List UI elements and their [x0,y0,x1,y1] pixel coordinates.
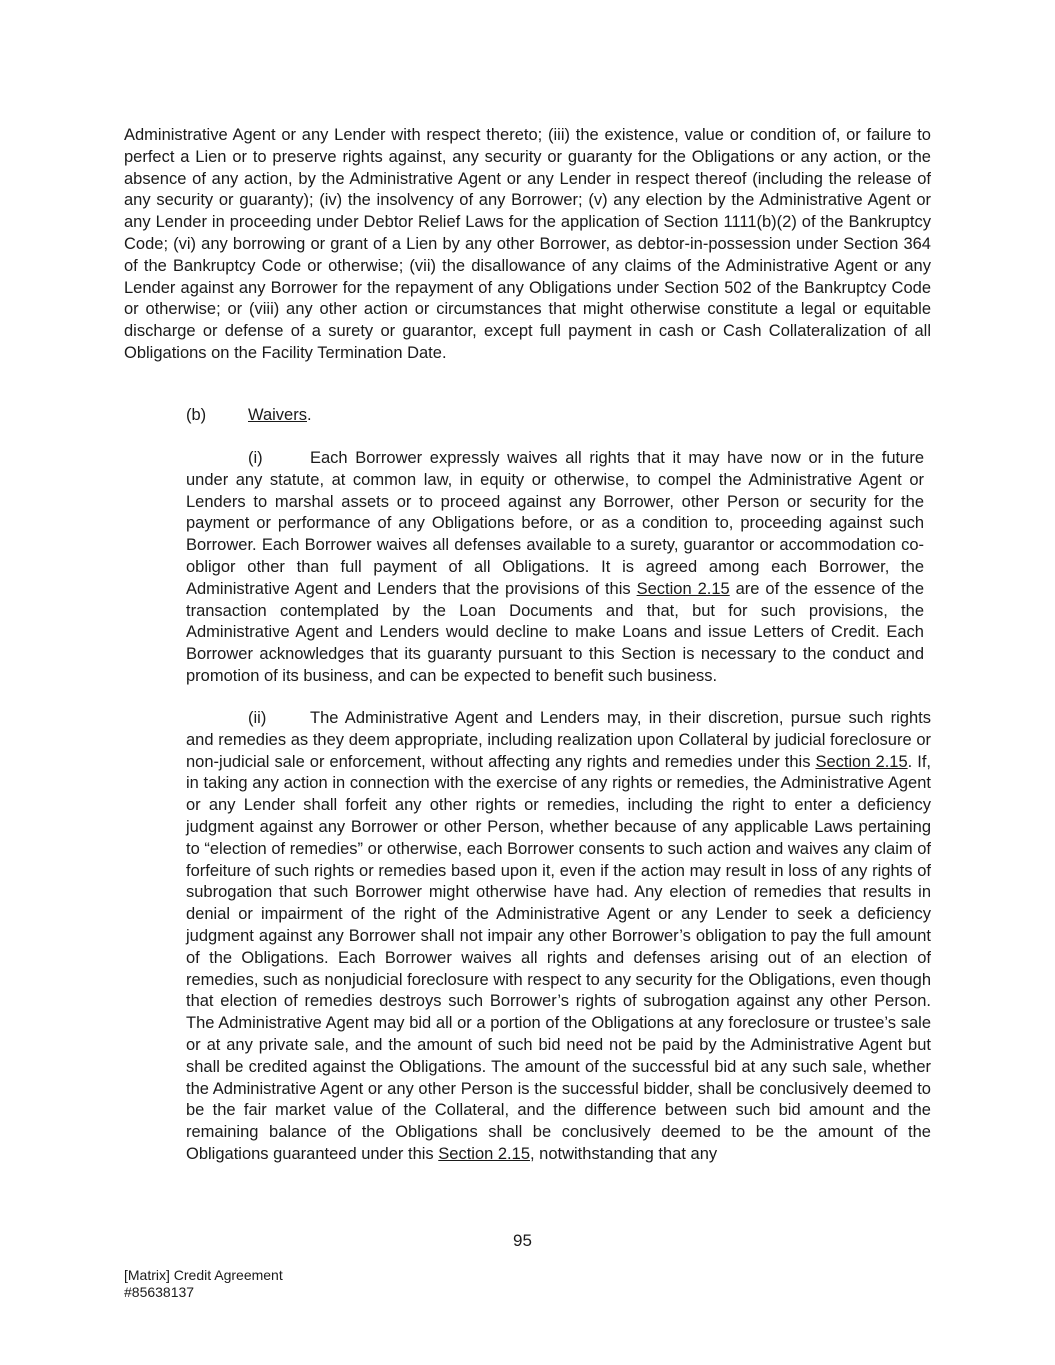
section-b-label: (b) [186,406,207,424]
subsection-ii-text-3: , notwithstanding that any [530,1144,718,1163]
section-2-15-link[interactable]: Section 2.15 [438,1144,530,1163]
footer-document-title: [Matrix] Credit Agreement [124,1267,283,1283]
subsection-ii-text-1: The Administrative Agent and Lenders may, in their discretion, pursue such rights and remedies as they deem appropriate, including realization upon Collateral by judicial foreclosure or non-judicial sale or enforcement, without affecting any rights and remedies under this [186,709,931,771]
subsection-i-text-2: are of the essence of the transaction contemplated by the Loan Documents and that, but for such provisions, the Administrative Agent and Lenders would decline to make Loans and issue Letters of Credit. Each Borrower acknowledges that its guaranty pursuant to this Section is necessary to the conduct and promotion of its business, and can be expected to benefit such business. [186,579,925,685]
section-2-15-link[interactable]: Section 2.15 [815,752,908,771]
subsection-ii [186,708,931,1166]
section-2-15-link[interactable]: Section 2.15 [636,579,730,598]
section-b-title-suffix: . [306,406,312,424]
subsection-i-text-1: Each Borrower expressly waives all rights that it may have now or in the future under any statute, at common law, in equity or otherwise, to compel the Administrative Agent or Lenders to marshal assets or to proceed against any Borrower, other Person or security for the payment or performance of any Obligations before, or as a condition to, proceeding against such Borrower. Each Borrower waives all defenses available to a surety, guarantor or accommodation co-obligor other than full payment of all Obligations. It is agreed among each Borrower, the Administrative Agent and Lenders that the provisions of this [186,449,924,598]
subsection-i-label: (i) [248,449,263,467]
section-b-title: Waivers [248,406,307,424]
page-number: 95 [513,1231,532,1250]
subsection-i [186,448,924,688]
footer-document-id: #85638137 [124,1284,195,1300]
subsection-ii-label: (ii) [248,709,267,727]
footer [124,1267,283,1301]
section-b-heading [186,405,586,427]
subsection-ii-text-2: . If, in taking any action in connection with the exercise of any rights or remedies, the Administrative Agent or any Lender shall forfeit any other rights or remedies, including the right to enter a deficiency judgment against any Borrower or other Person, whether because of any applicable Laws pertaining to “election of remedies” or otherwise, each Borrower consents to such action and waives any claim of forfeiture of such rights or remedies based upon it, even if the action may result in loss of any rights of subrogation that such Borrower might otherwise have had. Any election of remedies that results in denial or impairment of the right of the Administrative Agent or any Lender to seek a deficiency judgment against any Borrower shall not impair any other Borrower’s obligation to pay the full amount of the Obligations. Each Borrower waives all rights and defenses arising out of an election of remedies, such as nonjudicial foreclosure with respect to any security for the Obligations, even though that election of remedies destroys such Borrower’s rights of subrogation against any other Person. The Administrative Agent may bid all or a portion of the Obligations at any foreclosure or trustee’s sale or at any private sale, and the amount of such bid need not be paid by the Administrative Agent but shall be credited against the Obligations. The amount of the successful bid at any such sale, whether the Administrative Agent or any other Person is the successful bidder, shall be conclusively deemed to be the fair market value of the Collateral, and the difference between such bid amount and the remaining balance of the Obligations shall be conclusively deemed to be the amount of the Obligations guaranteed under this [186,752,932,1163]
paragraph-continuation: Administrative Agent or any Lender with respect thereto; (iii) the existence, value or condition of, or failure to perfect a Lien or to preserve rights against, any security or guaranty for the Obligations or any action, or the absence of any action, by the Administrative Agent or any Lender in respect thereof (including the release of any security or guaranty); (iv) the insolvency of any Borrower; (v) any election by the Administrative Agent or any Lender in proceeding under Debtor Relief Laws for the application of Section 1111(b)(2) of the Bankruptcy Code; (vi) any borrowing or grant of a Lien by any other Borrower, as debtor-in-possession under Section 364 of the Bankruptcy Code or otherwise; (vii) the disallowance of any claims of the Administrative Agent or any Lender against any Borrower for the repayment of any Obligations under Section 502 of the Bankruptcy Code or otherwise; or (viii) any other action or circumstances that might otherwise constitute a legal or equitable discharge or defense of a surety or guarantor, except full payment in cash or Cash Collateralization of all Obligations on the Facility Termination Date. [124,126,931,362]
